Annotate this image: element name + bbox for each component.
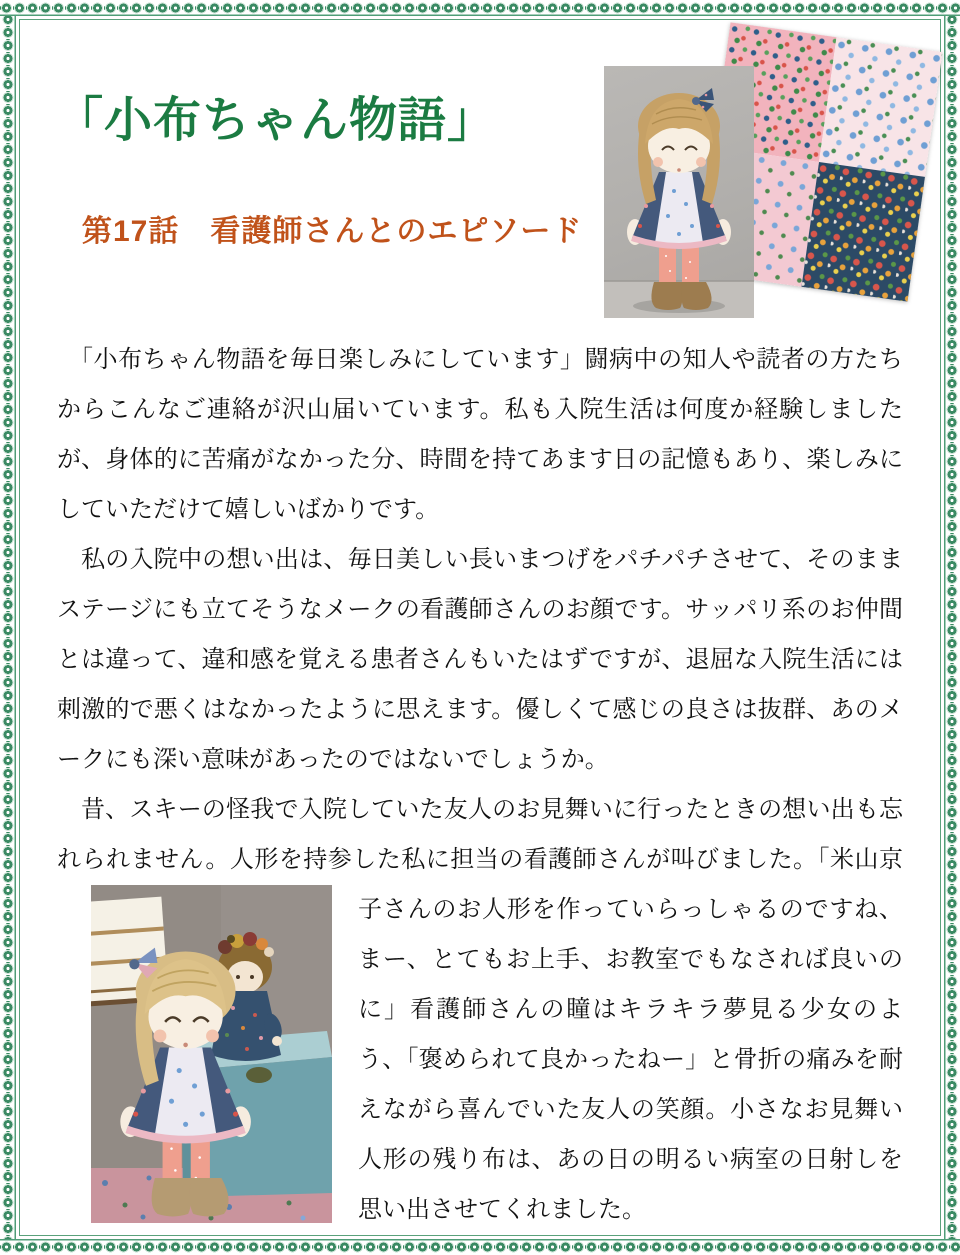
paragraph-2-text: 私の入院中の想い出は、毎日美しい長いまつげをパチパチさせて、そのままステージにも立てそうなメークの看護師さんのお顔です。サッパリ系のお仲間とは違って、違和感を覚える患者さんもいたはずですが、退屈な入院生活には刺激的で悪くはなかったように思えます。優しくて感じの良さは抜群、あのメークにも深い意味があったのではないでしょうか。 [57, 546, 903, 773]
page-title: 「小布ちゃん物語」 [55, 94, 497, 148]
paragraph-3 [57, 785, 903, 1235]
episode-heading: 第17話 看護師さんとのエピソード [82, 214, 583, 248]
fabric-swatch-blue-floral [819, 37, 942, 177]
article-body [57, 335, 903, 1235]
ornamental-border-right [944, 0, 960, 1255]
paragraph-1 [57, 335, 903, 535]
fabric-swatch-navy-floral [801, 162, 924, 302]
paragraph-3-text-start: 昔、スキーの怪我で入院していた友人のお見舞いに行ったときの想い出も忘れられません。人形を持参した私に担当の看護師さんが叫びました。「米山 [57, 796, 903, 873]
dolls-scene-photo [91, 885, 332, 1223]
ornamental-border-left [0, 0, 16, 1255]
doll-illustration [604, 66, 754, 318]
doll-portrait-photo [604, 66, 754, 318]
ornamental-border-top [0, 0, 960, 16]
paragraph-1-text: 「小布ちゃん物語を毎日楽しみにしています」闘病中の知人や読者の方たちからこんなご連絡が沢山届いています。私も入院生活は何度か経験しましたが、身体的に苦痛がなかった分、時間を持てあます日の記憶もあり、楽しみにしていただけて嬉しいばかりです。 [57, 346, 903, 523]
paragraph-2 [57, 535, 903, 785]
dolls-scene-illustration [91, 885, 332, 1223]
ornamental-border-bottom [0, 1239, 960, 1255]
paragraph-3-text-rest: 京子さんのお人形を作っていらっしゃるのですね、まー、とてもお上手、お教室でもなされば良いのに」看護師さんの瞳はキラキラ夢見る少女のよう、「褒められて良かったねー」と骨折の痛みを耐えながら喜んでいた友人の笑顔。小さなお見舞い人形の残り布は、あの日の明るい病室の日射しを思い出させてくれました。 [358, 846, 903, 1223]
